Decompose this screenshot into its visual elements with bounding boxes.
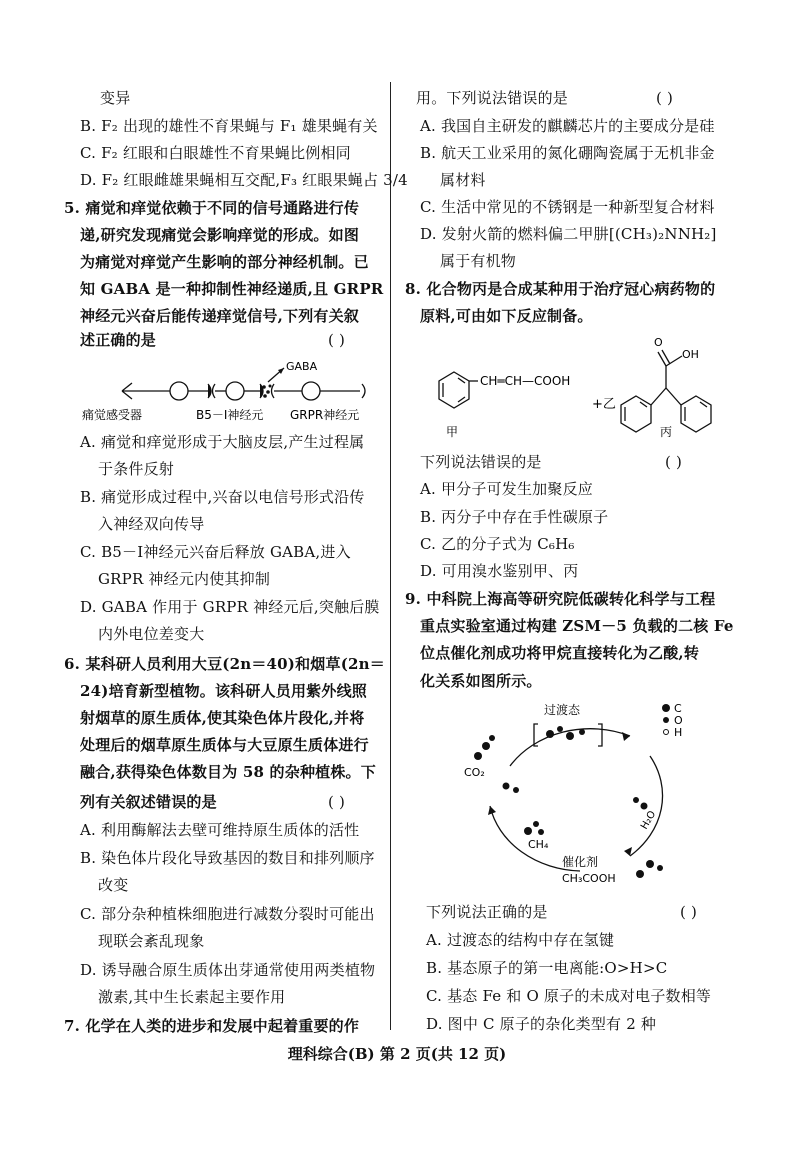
legend-c-label: C: [674, 702, 682, 715]
q9-option-c: C. 基态 Fe 和 O 原子的未成对电子数相等: [426, 987, 712, 1005]
q5-option-d: D. GABA 作用于 GRPR 神经元后,突触后膜: [80, 598, 380, 616]
q9-option-d: D. 图中 C 原子的杂化类型有 2 种: [426, 1015, 657, 1033]
q6-option-b-cont: 改变: [98, 876, 129, 894]
legend-o-label: O: [674, 714, 683, 727]
q9-catalytic-cycle-figure: [410, 696, 720, 892]
q4-option-d: D. F₂ 红眼雌雄果蝇相互交配,F₃ 红眼果蝇占 3/4: [80, 171, 408, 189]
q5-stem-line: 神经元兴奋后能传递痒觉信号,下列有关叙: [80, 307, 360, 325]
q5-stem-line: 递,研究发现痛觉会影响痒觉的形成。如图: [80, 226, 360, 244]
q9-stem-line: 重点实验室通过构建 ZSM－5 负载的二核 Fe: [420, 617, 734, 635]
q8-option-c: C. 乙的分子式为 C₆H₆: [420, 535, 575, 553]
q4-stem-tail: 变异: [100, 89, 131, 107]
q5-option-d-cont: 内外电位差变大: [98, 625, 205, 643]
q9-stem-line: 化关系如图所示。: [420, 672, 542, 690]
q6-option-a: A. 利用酶解法去壁可维持原生质体的活性: [80, 821, 360, 839]
q7-option-b: B. 航天工业采用的氮化硼陶瓷属于无机非金: [420, 144, 715, 162]
q7-option-d: D. 发射火箭的燃料偏二甲肼[(CH₃)₂NNH₂]: [420, 225, 717, 243]
hydroxyl-label: OH: [682, 348, 699, 361]
q5-option-a: A. 痛觉和痒觉形成于大脑皮层,产生过程属: [80, 433, 365, 451]
legend-c-dot: [662, 704, 670, 712]
q8-reaction-figure: [414, 330, 734, 442]
q8-option-a: A. 甲分子可发生加聚反应: [420, 480, 593, 498]
legend-h-label: H: [674, 726, 683, 739]
b5-neuron-body: [226, 382, 244, 400]
b5-neuron-label: B5－Ⅰ神经元: [196, 408, 264, 422]
q5-option-b-cont: 入神经双向传导: [98, 515, 205, 533]
page-footer: 理科综合(B) 第 2 页(共 12 页): [287, 1045, 507, 1063]
gaba-label: GABA: [286, 360, 318, 373]
q5-option-b: B. 痛觉形成过程中,兴奋以电信号形式沿传: [80, 488, 365, 506]
q7-option-a: A. 我国自主研发的麒麟芯片的主要成分是硅: [420, 117, 715, 135]
q7-stem-line: 7. 化学在人类的进步和发展中起着重要的作: [64, 1017, 360, 1035]
q6-option-b: B. 染色体片段化导致基因的数目和排列顺序: [80, 849, 375, 867]
q8-question: 下列说法错误的是: [420, 453, 542, 471]
q5-option-c-cont: GRPR 神经元内使其抑制: [98, 570, 271, 588]
legend-o-dot: [663, 717, 669, 723]
transition-state-label: 过渡态: [544, 703, 581, 717]
q6-option-d: D. 诱导融合原生质体出芽通常使用两类植物: [80, 961, 376, 979]
q9-stem-line: 位点催化剂成功将甲烷直接转化为乙酸,转: [420, 644, 700, 662]
q5-stem-line: 知 GABA 是一种抑制性神经递质,且 GRPR: [80, 280, 384, 298]
q5-option-a-cont: 于条件反射: [98, 460, 175, 478]
q9-option-b: B. 基态原子的第一电离能:O>H>C: [426, 959, 668, 977]
q9-option-a: A. 过渡态的结构中存在氢键: [426, 931, 615, 949]
pain-receptor-label: 痛觉感受器: [82, 408, 143, 422]
q5-neuron-figure: [78, 356, 388, 426]
q6-option-c: C. 部分杂种植株细胞进行减数分裂时可能出: [80, 905, 375, 923]
q6-stem-line: 射烟草的原生质体,使其染色体片段化,并将: [80, 709, 365, 727]
q4-option-b: B. F₂ 出现的雄性不育果蝇与 F₁ 雄果蝇有关: [80, 117, 378, 135]
q6-stem-line: 6. 某科研人员利用大豆(2n＝40)和烟草(2n＝: [64, 655, 385, 673]
carbonyl-o-label: O: [654, 336, 663, 349]
q9-question: 下列说法正确的是: [426, 903, 548, 921]
reactant-yi: +乙: [592, 397, 616, 412]
q8-answer-bracket: ( ): [665, 453, 683, 471]
ts-bracket-right: [598, 724, 602, 746]
q8-option-d: D. 可用溴水鉴别甲、丙: [420, 562, 579, 580]
co2-label: CO₂: [464, 766, 485, 779]
grpr-neuron-label: GRPR神经元: [290, 408, 360, 422]
grpr-neuron-body: [302, 382, 320, 400]
q6-option-d-cont: 激素,其中生长素起主要作用: [98, 988, 286, 1006]
q7-option-c: C. 生活中常见的不锈钢是一种新型复合材料: [420, 198, 715, 216]
compound-jia-label: 甲: [446, 425, 459, 439]
ch4-label: CH₄: [528, 838, 549, 851]
q6-stem-line: 列有关叙述错误的是: [80, 793, 217, 811]
q6-stem-line: 处理后的烟草原生质体与大豆原生质体进行: [80, 736, 369, 754]
q6-answer-bracket: ( ): [328, 793, 346, 811]
q5-stem-line: 为痛觉对痒觉产生影响的部分神经机制。已: [80, 253, 369, 271]
q6-stem-line: 融合,获得染色体数目为 58 的杂种植株。下: [80, 763, 376, 781]
compound-bing-label: 丙: [660, 425, 673, 439]
q7-option-d-cont: 属于有机物: [440, 252, 517, 270]
q9-stem-line: 9. 中科院上海高等研究院低碳转化科学与工程: [405, 590, 716, 608]
column-divider: [390, 82, 391, 1030]
q9-answer-bracket: ( ): [680, 903, 698, 921]
q5-stem-line: 述正确的是: [80, 331, 157, 349]
q7-stem-tail: 用。下列说法错误的是: [416, 89, 569, 107]
q8-stem-line: 8. 化合物丙是合成某种用于治疗冠心病药物的: [405, 280, 716, 298]
pain-receptor-symbol: [122, 383, 134, 399]
q8-option-b: B. 丙分子中存在手性碳原子: [420, 508, 609, 526]
q8-stem-line: 原料,可由如下反应制备。: [420, 307, 593, 325]
q5-option-c: C. B5－Ⅰ神经元兴奋后释放 GABA,进入: [80, 543, 351, 561]
q5-answer-bracket: ( ): [328, 331, 346, 349]
q6-option-c-cont: 现联会紊乱现象: [98, 932, 205, 950]
catalyst-label: 催化剂: [562, 855, 599, 869]
q4-option-c: C. F₂ 红眼和白眼雄性不育果蝇比例相同: [80, 144, 351, 162]
q5-stem-line: 5. 痛觉和痒觉依赖于不同的信号通路进行传: [64, 199, 360, 217]
legend-h-dot: [664, 730, 669, 735]
h2o-label: H₂O: [639, 809, 659, 832]
neuron-body: [170, 382, 188, 400]
q7-answer-bracket: ( ): [656, 89, 674, 107]
q7-option-b-cont: 属材料: [440, 171, 486, 189]
q6-stem-line: 24)培育新型植物。该科研人员用紫外线照: [80, 682, 367, 700]
jia-side-chain: CH═CH—COOH: [480, 374, 571, 388]
acetic-acid-label: CH₃COOH: [562, 872, 616, 885]
